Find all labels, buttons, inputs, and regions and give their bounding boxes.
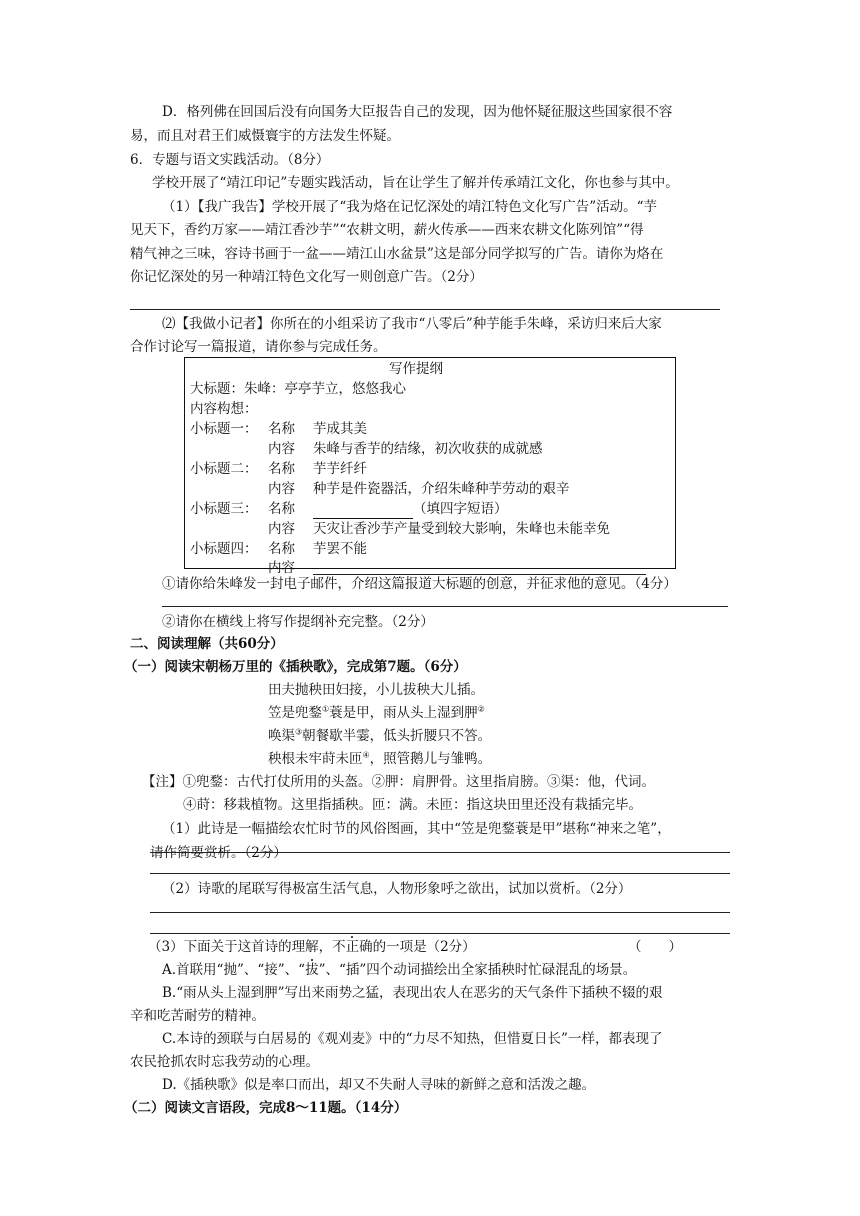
q7-3-option-c-line2: 农民抢抓农时忘我劳动的心理。 xyxy=(130,1054,319,1070)
q6-intro: 学校开展了“靖江印记”专题实践活动，旨在让学生了解并传承靖江文化，你也参与其中。 xyxy=(152,175,679,191)
outline-row4-label: 小标题四： xyxy=(190,541,258,557)
answer-line[interactable] xyxy=(130,309,720,310)
outline-row1-name-key: 名称 xyxy=(268,421,295,437)
q7-3-option-b-line1: B.“雨从头上湿到胛”写出来雨势之猛，表现出农人在恶劣的天气条件下插秧不辍的艰 xyxy=(162,985,663,1001)
q6-title: 6．专题与语文实践活动。（8分） xyxy=(130,152,330,168)
q6-p1-line4: 你记忆深处的另一种靖江特色文化写一则创意广告。（2分） xyxy=(130,269,483,285)
outline-row4-content-key: 内容 xyxy=(268,560,295,576)
q7-3-option-a xyxy=(162,960,636,980)
part2-title: （二）阅读文言语段，完成8～11题。（14分） xyxy=(124,1100,408,1116)
outline-row2-content: 种芋是件瓷器活，介绍朱峰种芋劳动的艰辛 xyxy=(313,481,570,497)
outline-row3-name-key: 名称 xyxy=(268,501,295,517)
q7-1-line2: 请作简要赏析。（2分） xyxy=(150,845,287,861)
q6-p1-line3: 精气神之三味，容诗书画于一盆——靖江山水盆景”这是部分同学拟写的广告。请你为烙在 xyxy=(130,246,664,262)
outline-row1-label: 小标题一： xyxy=(190,421,258,437)
poem-line3-a: 唤渠 xyxy=(268,728,295,744)
poem-line2-b: 蓑是甲，雨从头上湿到胛 xyxy=(329,705,478,721)
answer-line[interactable] xyxy=(150,912,730,913)
poem-line2-a: 笠是兜鍪 xyxy=(268,705,322,721)
q7-3-answer-paren[interactable]: （ ） xyxy=(628,939,682,955)
outline-row3-content: 天灾让香沙芋产量受到较大影响，朱峰也未能幸免 xyxy=(313,521,610,537)
part1-title: （一）阅读宋朝杨万里的《插秧歌》，完成第7题。（6分） xyxy=(124,659,467,675)
outline-row3-blank[interactable] xyxy=(313,504,413,519)
answer-line[interactable] xyxy=(150,873,730,874)
q7-3-option-d: D.《插秧歌》似是率口而出，却又不失耐人寻味的新鲜之意和活泼之趣。 xyxy=(162,1077,596,1093)
section2-title: 二、阅读理解（共60分） xyxy=(130,636,284,652)
q7-3-a: （3）下面关于这首诗的理解， xyxy=(148,939,333,955)
note-ref-2: ② xyxy=(477,704,485,714)
q5-option-d-line2: 易，而且对君王们威慑寰宇的方法发生怀疑。 xyxy=(130,128,400,144)
outline-row2-name-key: 名称 xyxy=(268,461,295,477)
poem-line2 xyxy=(268,703,485,723)
q6-p1-line2: 见天下，香约万家——靖江香沙芋”“农耕文明，薪火传承——西来农耕文化陈列馆”“得 xyxy=(130,222,644,238)
answer-line[interactable] xyxy=(162,606,728,607)
outline-row3-name: （填四字短语） xyxy=(413,501,508,517)
outline-main-title: 大标题：朱峰：亭亭芋立，悠悠我心 xyxy=(190,381,406,397)
q7-3-c: 的一项是（2分） xyxy=(372,939,476,955)
answer-line[interactable] xyxy=(150,852,730,853)
outline-row2-content-key: 内容 xyxy=(268,481,295,497)
notes-line1: 【注】①兜鍪：古代打仗所用的头盔。②胛：肩胛骨。这里指肩膀。③渠：他，代词。 xyxy=(142,774,655,790)
note-ref-1: ① xyxy=(322,704,330,714)
outline-row1-content-key: 内容 xyxy=(268,441,295,457)
q6-p1-line1: （1）【我广我告】学校开展了“我为烙在记忆深处的靖江特色文化写广告”活动。“芋 xyxy=(162,199,658,215)
option-a-mark: 拔 xyxy=(305,962,319,978)
outline-heading: 写作提纲 xyxy=(389,361,443,377)
q7-3-option-b-line2: 辛和吃苦耐劳的精神。 xyxy=(130,1008,265,1024)
notes-line2: ④莳：移栽植物。这里指插秧。匝：满。未匝：指这块田里还没有栽插完毕。 xyxy=(183,797,642,813)
answer-line[interactable] xyxy=(150,933,730,934)
outline-row1-name: 芋成其美 xyxy=(313,421,367,437)
outline-row2-label: 小标题二： xyxy=(190,461,258,477)
q6-task1: ①请你给朱峰发一封电子邮件，介绍这篇报道大标题的创意，并征求他的意见。（4分） xyxy=(162,576,677,592)
option-a-pre: A.首联用“抛”、“接”、“ xyxy=(162,962,306,978)
outline-row2-name: 芋芋纤纤 xyxy=(313,461,367,477)
option-a-post: ”、“插”四个动词描绘出全家插秧时忙碌混乱的场景。 xyxy=(318,962,637,978)
poem-line3 xyxy=(268,726,491,746)
q7-3-option-c-line1: C.本诗的颈联与白居易的《观刈麦》中的“力尽不知热，但惜夏日长”一样，都表现了 xyxy=(162,1031,663,1047)
q7-1-line1: （1）此诗是一幅描绘农忙时节的风俗图画，其中“笠是兜鍪蓑是甲”堪称“神来之笔”， xyxy=(162,821,671,837)
q5-option-d-line1: D．格列佛在回国后没有向国务大臣报告自己的发现，因为他怀疑征服这些国家很不容 xyxy=(162,104,673,120)
q7-2: （2）诗歌的尾联写得极富生活气息，人物形象呼之欲出，试加以赏析。（2分） xyxy=(162,881,632,897)
outline-row3-label: 小标题三： xyxy=(190,501,258,517)
outline-row3-content-key: 内容 xyxy=(268,521,295,537)
poem-line4 xyxy=(268,749,491,769)
q6-p2-line1: ⑵【我做小记者】你所在的小组采访了我市“八零后”种芋能手朱峰，采访归来后大家 xyxy=(162,316,662,332)
q6-task2: ②请你在横线上将写作提纲补充完整。（2分） xyxy=(162,614,434,630)
q7-3-emphasis: 不正确 xyxy=(332,939,373,955)
poem-line4-b: ，照管鹅儿与雏鸭。 xyxy=(369,751,492,767)
outline-row3-name-wrap xyxy=(313,499,508,519)
outline-row4-name-key: 名称 xyxy=(268,541,295,557)
poem-line3-b: 朝餐歇半霎，低头折腰只不答。 xyxy=(302,728,492,744)
outline-row1-content: 朱峰与香芋的结缘，初次收获的成就感 xyxy=(313,441,543,457)
poem-line1: 田夫抛秧田妇接，小儿拔秧大儿插。 xyxy=(268,682,484,698)
outline-concept: 内容构想： xyxy=(190,401,258,417)
note-ref-3: ③ xyxy=(295,727,303,737)
note-ref-4: ④ xyxy=(362,750,370,760)
poem-line4-a: 秧根未牢莳未匝 xyxy=(268,751,363,767)
q6-p2-line2: 合作讨论写一篇报道，请你参与完成任务。 xyxy=(130,339,387,355)
outline-row4-name: 芋罢不能 xyxy=(313,541,367,557)
q7-3 xyxy=(148,937,476,957)
